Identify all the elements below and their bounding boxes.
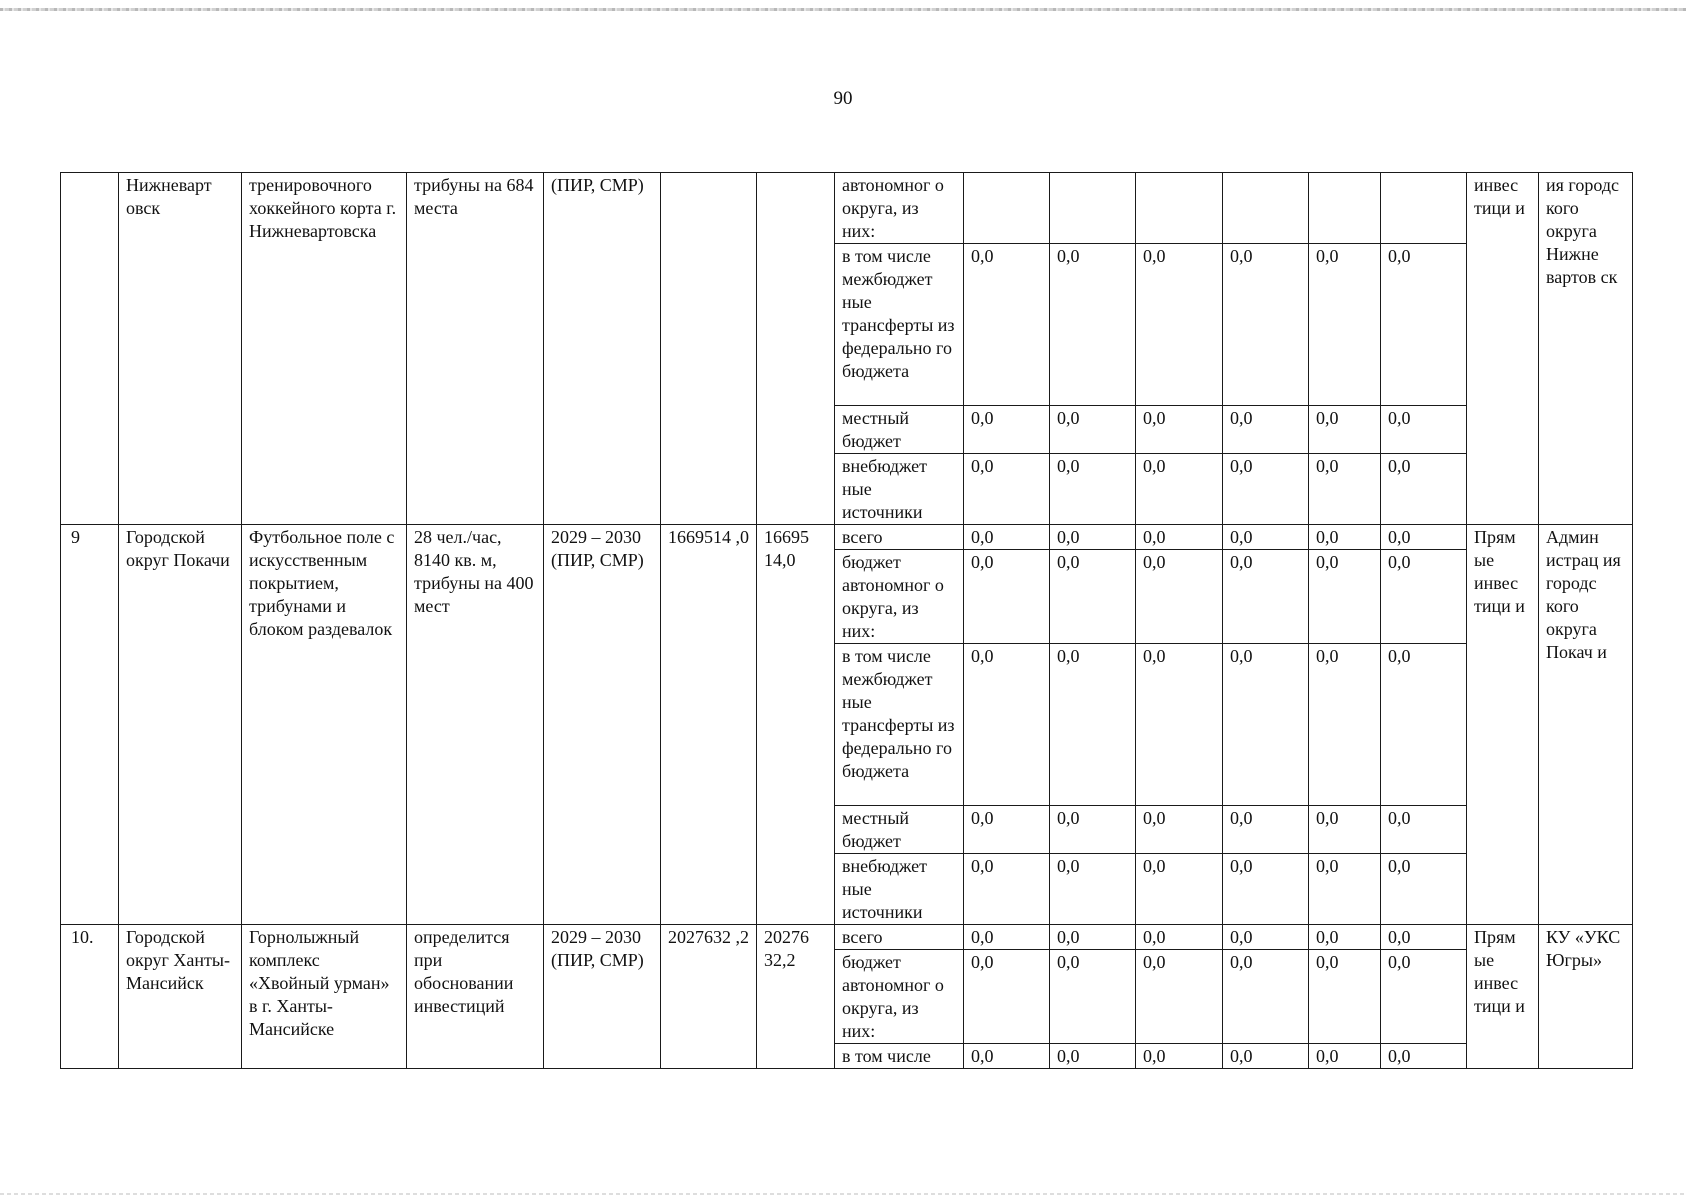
construction-period: (ПИР, СМР) (544, 173, 661, 525)
estimated-cost (661, 173, 757, 525)
municipality: Городской округ Покачи (119, 525, 242, 925)
capacity: 28 чел./час, 8140 кв. м, трибуны на 400 мест (407, 525, 544, 925)
funding-value: 0,0 (1050, 925, 1136, 950)
funding-value: 0,0 (1050, 644, 1136, 806)
construction-period: 2029 – 2030 (ПИР, СМР) (544, 925, 661, 1069)
funding-value: 0,0 (1136, 950, 1223, 1044)
funding-value: 0,0 (1136, 1044, 1223, 1069)
funding-value: 0,0 (1050, 525, 1136, 550)
funding-value: 0,0 (1381, 854, 1467, 925)
funding-value: 0,0 (1223, 406, 1309, 454)
funding-value: 0,0 (964, 644, 1050, 806)
funding-value: 0,0 (964, 525, 1050, 550)
funding-value: 0,0 (1309, 525, 1381, 550)
funding-source: бюджет автономног о округа, из них: (835, 550, 964, 644)
table-row (61, 925, 1633, 950)
funding-value: 0,0 (1223, 925, 1309, 950)
funding-value: 0,0 (1050, 244, 1136, 406)
funding-source: всего (835, 525, 964, 550)
funding-value: 0,0 (1309, 950, 1381, 1044)
scan-edge-top (0, 8, 1686, 11)
funding-value: 0,0 (1223, 454, 1309, 525)
funding-value (1050, 173, 1136, 244)
estimated-cost: 2027632 ,2 (661, 925, 757, 1069)
funding-value: 0,0 (1050, 550, 1136, 644)
funding-value: 0,0 (1381, 525, 1467, 550)
estimated-cost: 1669514 ,0 (661, 525, 757, 925)
funding-value: 0,0 (1223, 806, 1309, 854)
funding-value: 0,0 (1309, 925, 1381, 950)
funding-source: местный бюджет (835, 806, 964, 854)
funding-value: 0,0 (964, 1044, 1050, 1069)
municipality: Городской округ Ханты-Мансийск (119, 925, 242, 1069)
funding-value: 0,0 (1223, 854, 1309, 925)
funding-value: 0,0 (1309, 244, 1381, 406)
funding-value: 0,0 (1223, 950, 1309, 1044)
municipality: Нижневарт овск (119, 173, 242, 525)
funding-value: 0,0 (1050, 950, 1136, 1044)
funding-value: 0,0 (964, 950, 1050, 1044)
funding-value: 0,0 (1381, 406, 1467, 454)
funding-value: 0,0 (1136, 550, 1223, 644)
customer: Админ истрац ия городс кого округа Покач и (1539, 525, 1633, 925)
remaining-cost: 16695 14,0 (757, 525, 835, 925)
funding-value: 0,0 (1381, 550, 1467, 644)
funding-value: 0,0 (964, 925, 1050, 950)
investment-mechanism: Прям ые инвес тици и (1467, 925, 1539, 1069)
funding-source: в том числе (835, 1044, 964, 1069)
funding-value (1136, 173, 1223, 244)
investment-table (60, 172, 1633, 1069)
funding-value: 0,0 (1136, 244, 1223, 406)
funding-value: 0,0 (964, 806, 1050, 854)
funding-value (964, 173, 1050, 244)
funding-value: 0,0 (1309, 806, 1381, 854)
funding-value: 0,0 (1050, 854, 1136, 925)
funding-value: 0,0 (1381, 644, 1467, 806)
construction-period: 2029 – 2030 (ПИР, СМР) (544, 525, 661, 925)
funding-source: автономног о округа, из них: (835, 173, 964, 244)
funding-value (1223, 173, 1309, 244)
funding-value (1309, 173, 1381, 244)
customer: ия городс кого округа Нижне вартов ск (1539, 173, 1633, 525)
funding-value: 0,0 (1223, 1044, 1309, 1069)
funding-value: 0,0 (1381, 950, 1467, 1044)
funding-source: внебюджет ные источники (835, 454, 964, 525)
funding-value: 0,0 (1309, 550, 1381, 644)
funding-value: 0,0 (1136, 854, 1223, 925)
funding-value: 0,0 (964, 406, 1050, 454)
row-number: 9 (61, 525, 119, 925)
capacity: трибуны на 684 места (407, 173, 544, 525)
capacity: определится при обосновании инвестиций (407, 925, 544, 1069)
remaining-cost: 20276 32,2 (757, 925, 835, 1069)
funding-source: в том числе межбюджет ные трансферты из федерально го бюджета (835, 244, 964, 406)
table-row (61, 525, 1633, 550)
page-number: 90 (833, 88, 853, 109)
funding-value: 0,0 (1136, 644, 1223, 806)
funding-value: 0,0 (1309, 644, 1381, 806)
funding-value: 0,0 (1223, 244, 1309, 406)
funding-value: 0,0 (1381, 454, 1467, 525)
object-name: Горнолыжный комплекс «Хвойный урман» в г. Ханты-Мансийске (242, 925, 407, 1069)
funding-value: 0,0 (1136, 454, 1223, 525)
funding-source: бюджет автономног о округа, из них: (835, 950, 964, 1044)
funding-value: 0,0 (1136, 525, 1223, 550)
table-row (61, 173, 1633, 244)
row-number (61, 173, 119, 525)
funding-value: 0,0 (1050, 1044, 1136, 1069)
funding-value: 0,0 (1381, 244, 1467, 406)
scan-edge-bottom (0, 1193, 1686, 1195)
funding-value: 0,0 (1381, 1044, 1467, 1069)
funding-value: 0,0 (964, 244, 1050, 406)
funding-value: 0,0 (964, 454, 1050, 525)
remaining-cost (757, 173, 835, 525)
row-number: 10. (61, 925, 119, 1069)
object-name: тренировочного хоккейного корта г. Нижневартовска (242, 173, 407, 525)
funding-value: 0,0 (1309, 406, 1381, 454)
funding-value: 0,0 (1050, 454, 1136, 525)
funding-value: 0,0 (1223, 550, 1309, 644)
funding-value: 0,0 (1309, 454, 1381, 525)
funding-value: 0,0 (1223, 525, 1309, 550)
funding-value: 0,0 (1381, 925, 1467, 950)
funding-value: 0,0 (964, 550, 1050, 644)
funding-value: 0,0 (964, 854, 1050, 925)
funding-value: 0,0 (1223, 644, 1309, 806)
funding-value: 0,0 (1136, 806, 1223, 854)
funding-value: 0,0 (1136, 406, 1223, 454)
funding-source: всего (835, 925, 964, 950)
funding-source: местный бюджет (835, 406, 964, 454)
funding-value: 0,0 (1136, 925, 1223, 950)
funding-value: 0,0 (1381, 806, 1467, 854)
funding-source: внебюджет ные источники (835, 854, 964, 925)
funding-value: 0,0 (1050, 406, 1136, 454)
funding-value (1381, 173, 1467, 244)
investment-mechanism: инвес тици и (1467, 173, 1539, 525)
object-name: Футбольное поле с искусственным покрытием, трибунами и блоком раздевалок (242, 525, 407, 925)
funding-value: 0,0 (1309, 1044, 1381, 1069)
funding-value: 0,0 (1050, 806, 1136, 854)
investment-mechanism: Прям ые инвес тици и (1467, 525, 1539, 925)
customer: КУ «УКС Югры» (1539, 925, 1633, 1069)
funding-value: 0,0 (1309, 854, 1381, 925)
funding-source: в том числе межбюджет ные трансферты из федерально го бюджета (835, 644, 964, 806)
